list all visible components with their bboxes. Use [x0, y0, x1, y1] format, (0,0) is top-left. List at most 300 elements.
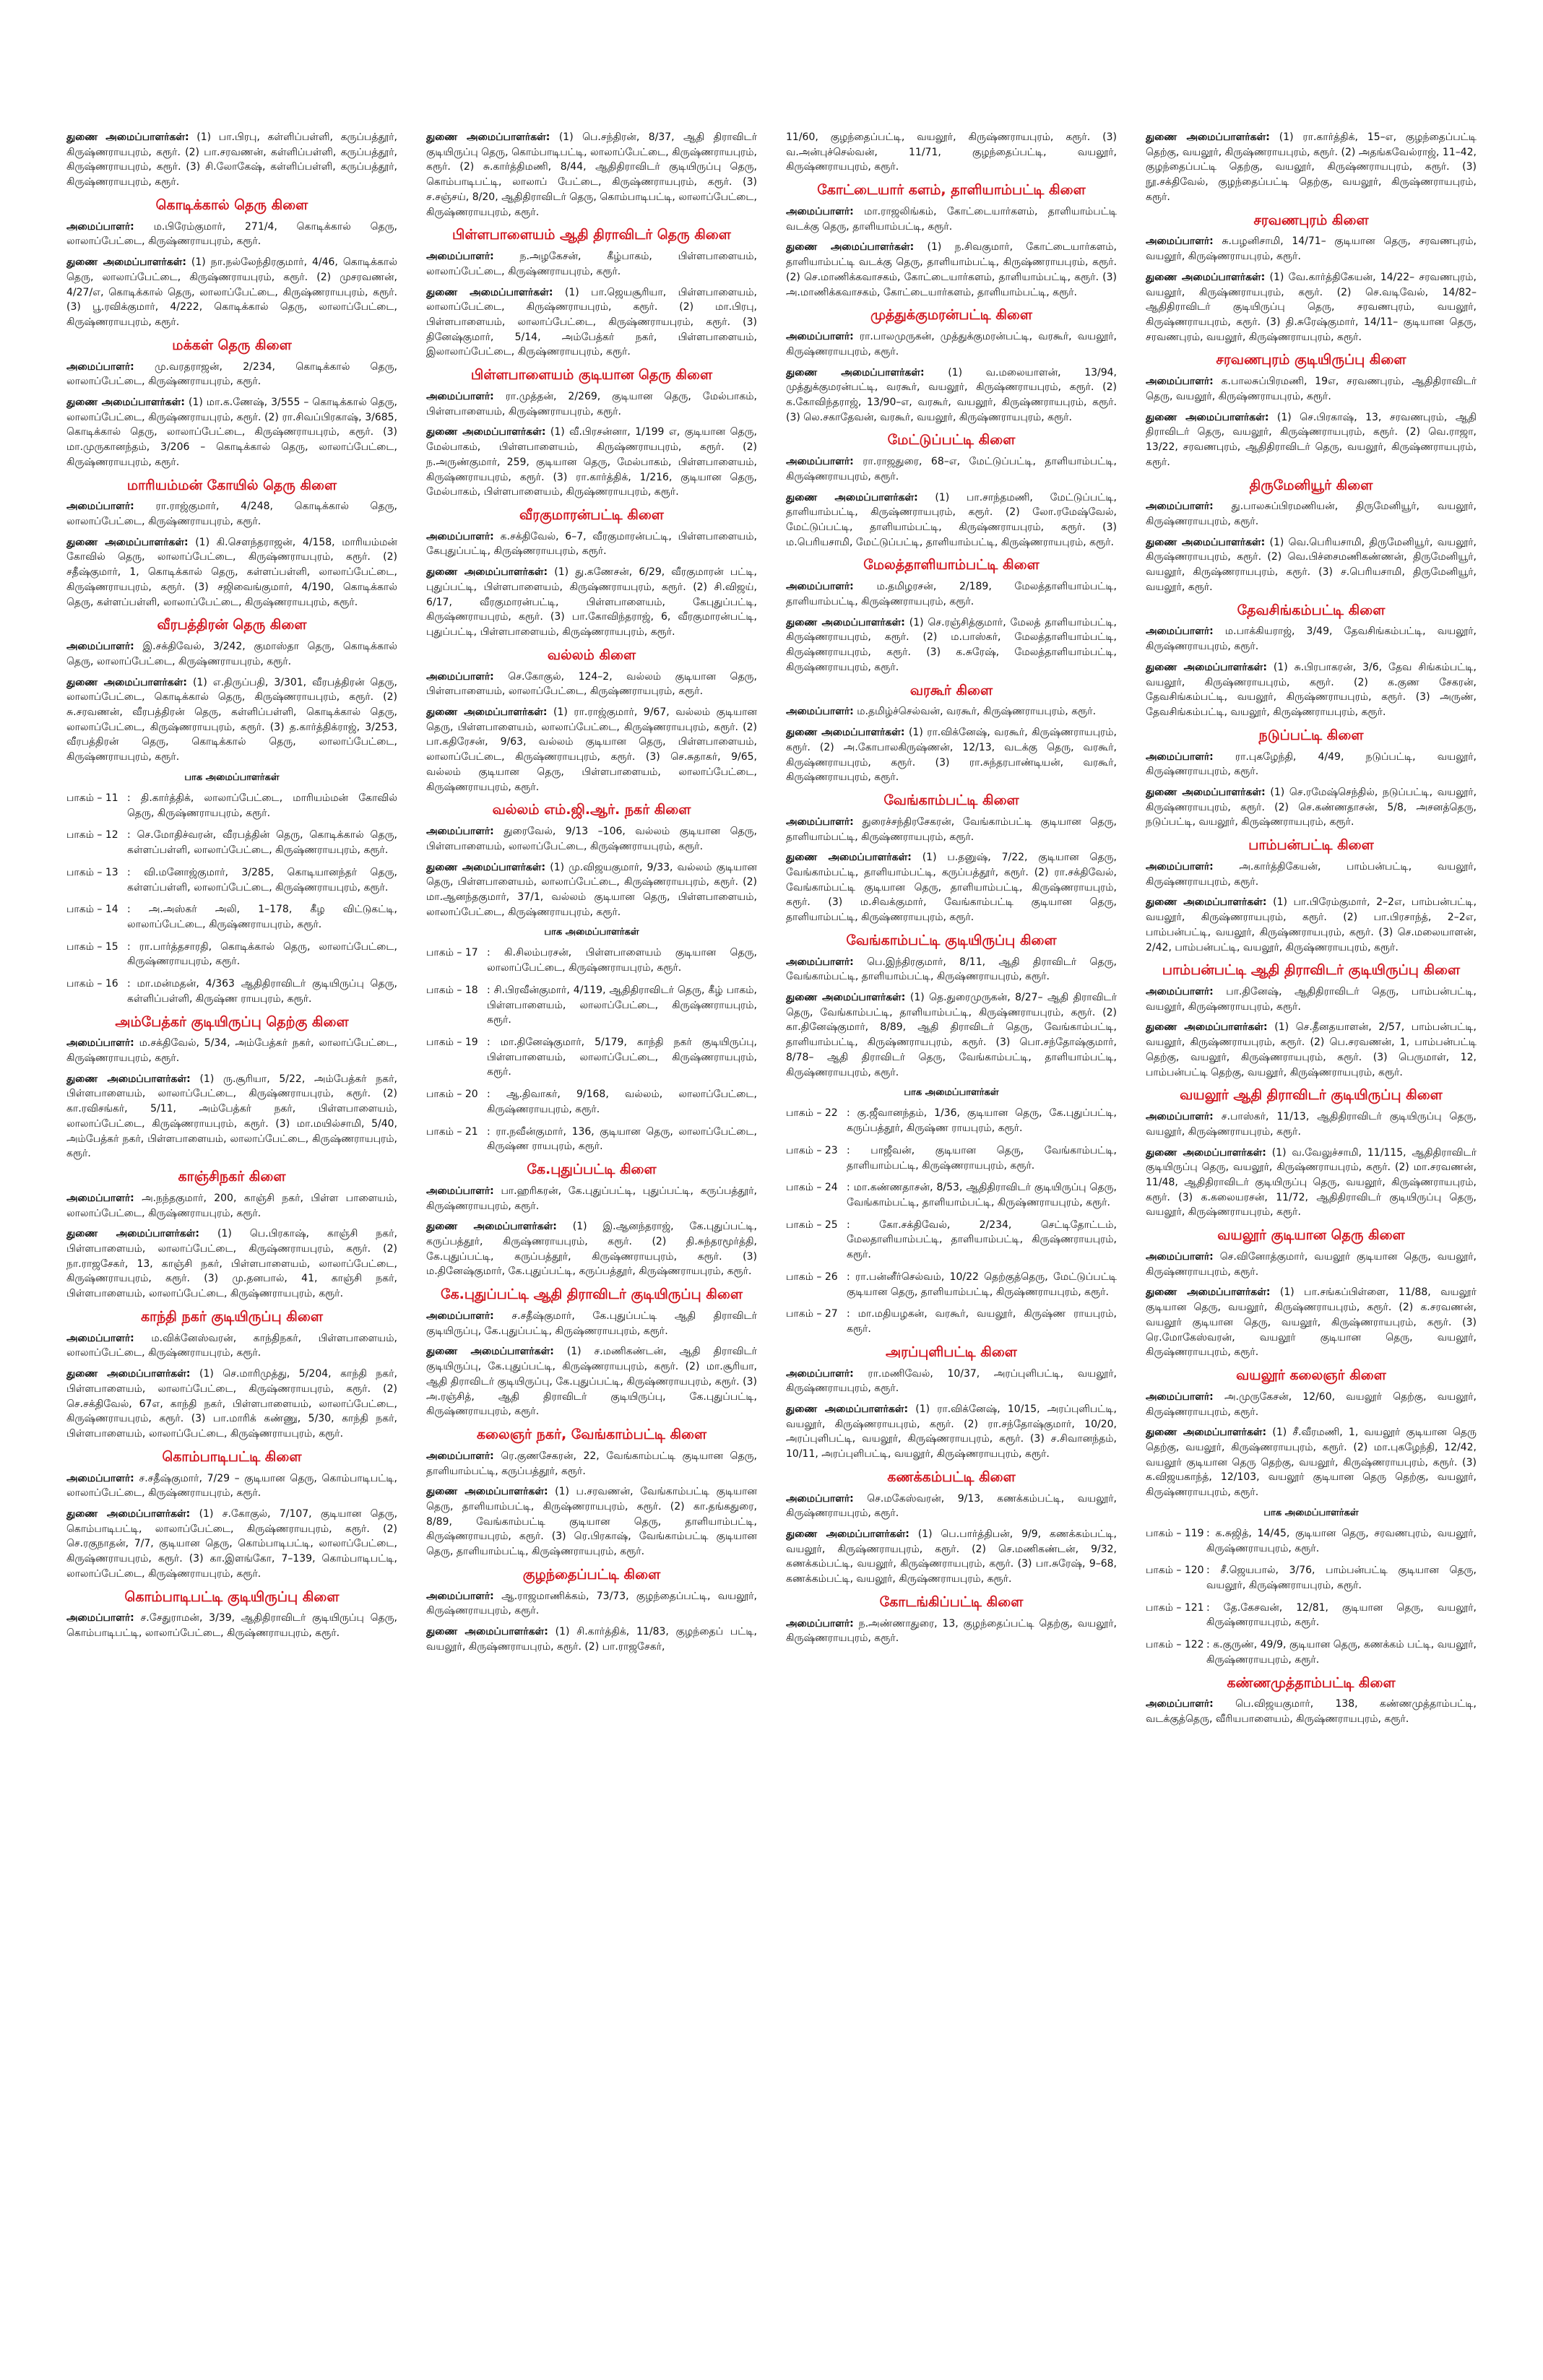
role-label: அமைப்பாளர்:	[786, 815, 854, 828]
member-details: ச.சதீஷ்குமார், 7/29 – குடியான தெரு, கொம்பாடிபட்டி, லாலாப்பேட்டை, கிருஷ்ணராயபுரம், கரூர்.	[66, 1472, 397, 1500]
member-entry	[66, 1367, 397, 1442]
member-entry	[426, 565, 757, 640]
member-entry	[66, 535, 397, 610]
member-entry	[66, 395, 397, 470]
branch-section	[786, 683, 1117, 785]
role-label: துணை அமைப்பாளர்கள்:	[426, 1346, 554, 1358]
branch-title: வேங்காம்பட்டி கிளை	[883, 792, 1019, 808]
member-details: செ.மகேஸ்வரன், 9/13, கணக்கம்பட்டி, வயலூர், கிருஷ்ணராயபுரம், கரூர்.	[786, 1492, 1117, 1520]
member-details: ம.விக்னேஸ்வரன், காந்திநகர், பிள்ளபாளையம், லாலாப்பேட்டை, கிருஷ்ணராயபுரம், கரூர்.	[66, 1332, 397, 1359]
paga-row	[786, 1143, 1117, 1173]
paga-details: : வி.மனோஜ்குமார், 3/285, கொடியானந்தர் தெரு, கள்ளப்பள்ளி, லாலாப்பேட்டை, கிருஷ்ணராயபுரம், கரூர்.	[127, 866, 397, 893]
member-details: (1) செ.மாரிமுத்து, 5/204, காந்தி நகர், பிள்ளபாளையம், லாலாப்பேட்டை, கிருஷ்ணராயபுரம், கரூர். (2) செ.சக்திவேல், 67எ, காந்தி நகர், பிள்ளபாளையம், லாலாப்பேட்டை, கிருஷ்ணராயபுரம், கரூர். (3) பா.மாரிக் கண்ணு, 5/30, காந்தி நகர், பிள்ளபாளையம், லாலாப்பேட்டை, கிருஷ்ணராயபுரம், கரூர்.	[66, 1368, 397, 1440]
member-entry	[66, 360, 397, 389]
paga-details: : சி.பிரவீன்குமார், 4/119, ஆதிதிராவிடர் தெரு, கீழ் பாகம், பிள்ளபாளையம், லாலாப்பேட்டை, கிருஷ்ணராயபுரம், கரூர்.	[487, 984, 757, 1026]
paga-row	[1146, 1563, 1477, 1593]
member-details: துரைச்சந்திரசேகரன், வேங்காம்பட்டி குடியான தெரு, தாளியாம்பட்டி, கிருஷ்ணராயபுரம், கரூர்.	[786, 815, 1117, 843]
branch-title: வல்லம் கிளை	[547, 646, 636, 663]
member-entry	[786, 990, 1117, 1080]
paga-row	[786, 1270, 1117, 1299]
member-entry	[1146, 1390, 1477, 1419]
role-label: துணை அமைப்பாளர்கள்:	[786, 992, 906, 1004]
member-entry	[786, 850, 1117, 925]
newspaper-page	[66, 130, 1477, 2369]
member-details: ந.அழகேசன், கீழ்பாகம், பிள்ளபாளையம், லாலாப்பேட்டை, கிருஷ்ணராயபுரம், கரூர்.	[426, 251, 757, 277]
branch-title: கே.புதுப்பட்டி ஆதி திராவிடர் குடியிருப்பு கிளை	[441, 1286, 743, 1303]
member-entry	[426, 824, 757, 854]
role-label: அமைப்பாளர்:	[786, 956, 854, 968]
role-label: அமைப்பாளர்:	[426, 1450, 494, 1462]
role-label: அமைப்பாளர்:	[786, 1367, 854, 1380]
member-details: ரெ.குணசேகரன், 22, வேங்காம்பட்டி குடியான தெரு, தாளியாம்பட்டி, கருப்பத்தூர், கரூர்.	[426, 1450, 757, 1477]
paga-details: : அ.அஸ்கர் அலி, 1–178, கீழ விட்டுகட்டி, லாலாப்பேட்டை, கிருஷ்ணராயபுரம், கரூர்.	[127, 904, 397, 930]
role-label: துணை அமைப்பாளர்கள்:	[426, 706, 548, 719]
member-details: ஆ.ராஜமாணிக்கம், 73/73, குழந்தைப்பட்டி, வயலூர், கிருஷ்ணராயபுரம், கரூர்.	[426, 1590, 757, 1617]
member-entry	[426, 1589, 757, 1619]
member-entry	[66, 130, 397, 190]
branch-title: காஞ்சிநகர் கிளை	[178, 1169, 286, 1185]
member-details: க.பாலசுப்பிரமணி, 19எ, சரவணபுரம், ஆதிதிராவிடர் தெரு, வயலூர், கிருஷ்ணராயபுரம், கரூர்.	[1146, 376, 1477, 402]
paga-row	[426, 1035, 757, 1080]
member-details: ம.சக்திவேல், 5/34, அம்பேத்கர் நகர், லாலாப்பேட்டை, கிருஷ்ணராயபுரம், கரூர்.	[66, 1037, 397, 1065]
paga-heading: பாக அமைப்பாளர்கள்	[544, 927, 639, 938]
member-details: ம.தமிழரசன், 2/189, மேலத்தாளியாம்பட்டி, தாளியாம்பட்டி, கிருஷ்ணராயபுரம், கரூர்.	[786, 581, 1117, 607]
paga-details: : கி.சிலம்பரசன், பிள்ளபாளையம் குடியான தெரு, லாலாப்பேட்டை, கிருஷ்ணராயபுரம், கரூர்.	[487, 947, 757, 974]
member-entry	[426, 425, 757, 500]
role-label: துணை அமைப்பாளர்கள்:	[426, 286, 553, 298]
member-details: (1) செ.ரமேஷ்செந்தில், நடுப்பட்டி, வயலூர், கிருஷ்ணராயபுரம், கரூர். (2) செ.கண்ணதாசன், 5/8, அசனத்தெரு, நடுப்பட்டி, வயலூர், கிருஷ்ணராயபுரம், கரூர்.	[1146, 786, 1477, 828]
member-details: (1) து.கணேசன், 6/29, வீரகுமாரன் பட்டி, புதுப்பட்டி, பிள்ளபாளையம், கிருஷ்ணராயபுரம், கரூர். (2) சி.விஜய், 6/17, வீரகுமாரன்பட்டி, பிள்ளபாளையம், கேபுதுப்பட்டி, கிருஷ்ணராயபுரம், கரூர். (3) பா.கோவிந்தராஜ், 6, வீரகுமாரன்பட்டி, புதுப்பட்டி, பிள்ளபாளையம், கிருஷ்ணராயபுரம், கரூர்.	[426, 566, 757, 639]
member-entry	[426, 705, 757, 795]
paga-number: பாகம் – 25	[786, 1219, 838, 1231]
paga-row	[66, 791, 397, 821]
paga-details: : ரா.நவீன்குமார், 136, குடியான தெரு, லாலாப்பேட்டை, கிருஷ்ண ராயபுரம், கரூர்.	[487, 1125, 757, 1153]
branch-section	[66, 1309, 397, 1442]
paga-details: : க.சுஜித், 14/45, குடியான தெரு, சரவணபுரம், வயலூர், கிருஷ்ணராயபுரம், கரூர்.	[1206, 1527, 1477, 1554]
role-label: துணை அமைப்பாளர்கள்:	[66, 256, 186, 269]
role-label: துணை அமைப்பாளர்கள்:	[66, 396, 185, 408]
member-entry	[786, 1492, 1117, 1521]
member-entry	[66, 639, 397, 669]
role-label: துணை அமைப்பாளர்கள்:	[66, 536, 189, 548]
role-label: அமைப்பாளர்:	[426, 251, 494, 263]
role-label: அமைப்பாளர்:	[1146, 626, 1214, 638]
role-label: துணை அமைப்பாளர்கள்:	[426, 426, 546, 438]
member-details: (1) செ.தீனதயாளன், 2/57, பாம்பன்பட்டி, வயலூர், கிருஷ்ணராயபுரம், கரூர். (2) பெ.சரவணன், 1, பாம்பன்பட்டி தெற்கு, வயலூர், கிருஷ்ணராயபுரம், கரூர். (3) பெருமாள், 12, பாம்பன்பட்டி தெற்கு, வயலூர், கிருஷ்ணராயபுரம், கரூர்.	[1146, 1021, 1477, 1078]
branch-section	[1146, 727, 1477, 830]
member-details: ந.அண்ணாதுரை, 13, குழந்தைப்பட்டி தெற்கு, வயலூர், கிருஷ்ணராயபுரம், கரூர்.	[786, 1617, 1117, 1645]
branch-section	[1146, 130, 1477, 205]
member-details: (1) ரா.ராஜ்குமார், 9/67, வல்லம் குடியான தெரு, பிள்ளபாளையம், லாலாப்பேட்டை, கிருஷ்ணராயபுரம், கரூர். (2) பா.கதிரேசன், 9/63, வல்லம் குடியான தெரு, பிள்ளபாளையம், லாலாப்பேட்டை, கிருஷ்ணராயபுரம், கரூர். (3) செ.சுதாகர், 9/65, வல்லம் குடியான தெரு, பிள்ளபாளையம், லாலாப்பேட்டை, கிருஷ்ணராயபுரம், கரூர்.	[426, 706, 757, 793]
paga-row	[66, 828, 397, 857]
member-entry	[786, 490, 1117, 550]
role-label: அமைப்பாளர்:	[786, 205, 854, 217]
member-details: (1) ரா.விக்னேஷ், வரகூர், கிருஷ்ணராயபுரம், கரூர். (2) அ.கோபாலகிருஷ்ணன், 12/13, வடக்கு தெரு, வரகூர், கிருஷ்ணராயபுரம், கரூர். (3) ரா.சுந்தரபாண்டியன், வரகூர், கிருஷ்ணராயபுரம், கரூர்.	[786, 727, 1117, 784]
member-details: (1) செ.ரஞ்சித்குமார், மேலத் தாளியாம்பட்டி, கிருஷ்ணராயபுரம், கரூர். (2) ம.பாஸ்கர், மேலத்தாளியாம்பட்டி, கிருஷ்ணராயபுரம், கரூர். (3) க.சுரேஷ், மேலத்தாளியாம்பட்டி, கிருஷ்ணராயபுரம், கரூர்.	[786, 616, 1117, 673]
member-details: ரா.ராஜதுரை, 68–எ, மேட்டுப்பட்டி, தாளியாம்பட்டி, கிருஷ்ணராயபுரம், கரூர்.	[786, 456, 1117, 483]
member-details: ம.தமிழ்ச்செல்வன், வரகூர், கிருஷ்ணராயபுரம், கரூர்.	[857, 706, 1097, 718]
role-label: அமைப்பாளர்:	[66, 220, 134, 233]
paga-details: : கு.ஜீவானந்தம், 1/36, குடியான தெரு, கே.புதுப்பட்டி, கருப்பத்தூர், கிருஷ்ண ராயபுரம், கரூர்.	[847, 1107, 1117, 1135]
member-entry	[786, 1367, 1117, 1396]
member-entry	[66, 499, 397, 529]
branch-title: சரவணபுரம் குடியிருப்பு கிளை	[1216, 352, 1406, 368]
paga-number: பாகம் – 27	[786, 1308, 838, 1320]
member-details: ச.சதீஷ்குமார், கே.புதுப்பட்டி ஆதி திராவிடர் குடியிருப்பு, கே.புதுப்பட்டி, கிருஷ்ணராயபுரம், கரூர்.	[426, 1310, 757, 1337]
paga-number: பாகம் – 15	[66, 940, 118, 953]
role-label: அமைப்பாளர்:	[66, 1612, 134, 1624]
branch-title: பாம்பன்பட்டி ஆதி திராவிடர் குடியிருப்பு கிளை	[1162, 962, 1461, 979]
member-details: ரா.ராஜ்குமார், 4/248, கொடிக்கால் தெரு, லாலாப்பேட்டை, கிருஷ்ணராயபுரம், கரூர்.	[66, 501, 397, 528]
branch-title: பாம்பன்பட்டி கிளை	[1248, 837, 1374, 854]
paga-heading: பாக அமைப்பாளர்கள்	[184, 771, 280, 783]
member-details: (1) வே.கார்த்திகேயன், 14/22– சரவணபுரம், வயலூர், கிருஷ்ணராயபுரம், கரூர். (2) செ.வடிவேல், 14/82– ஆதிதிராவிடர் குடியிருப்பு தெரு, சரவணபுரம், வயலூர், கிருஷ்ணராயபுரம், கரூர். (3) தி.சுரேஷ்குமார், 14/11– குடியான தெரு, சரவணபுரம், வயலூர், கிருஷ்ணராயபுரம், கரூர்.	[1146, 271, 1477, 343]
role-label: துணை அமைப்பாளர்கள்:	[426, 1221, 557, 1233]
branch-section	[786, 1594, 1117, 1646]
member-entry	[786, 615, 1117, 675]
member-entry	[1146, 1250, 1477, 1279]
member-entry	[1146, 410, 1477, 470]
paga-number: பாகம் – 16	[66, 978, 118, 990]
branch-section	[786, 792, 1117, 925]
member-details: து.பாலசுப்பிரமணியன், திருமேனியூர், வயலூர், கிருஷ்ணராயபுரம், கரூர்.	[1146, 501, 1477, 528]
branch-section	[786, 307, 1117, 425]
member-entry	[426, 249, 757, 279]
member-details: மா.ராஜலிங்கம், கோட்டையார்களம், தாளியாம்பட்டி வடக்கு தெரு, தாளியாம்பட்டி, கரூர்.	[786, 205, 1117, 233]
paga-row	[786, 1180, 1117, 1210]
member-entry	[786, 704, 1117, 719]
branch-section	[426, 1161, 757, 1279]
branch-title: கொம்பாடிபட்டி குடியிருப்பு கிளை	[124, 1588, 340, 1605]
role-label: துணை அமைப்பாளர்கள்:	[426, 566, 548, 579]
member-entry	[66, 675, 397, 765]
member-entry	[1146, 499, 1477, 529]
member-details: (1) செ.பிரகாஷ், 13, சரவணபுரம், ஆதி திராவிடர் தெரு, வயலூர், கிருஷ்ணராயபுரம், கரூர். (2) வெ.ராஜா, 13/22, சரவணபுரம், ஆதிதிராவிடர் தெரு, வயலூர், கிருஷ்ணராயபுரம், கரூர்.	[1146, 411, 1477, 468]
member-entry	[786, 365, 1117, 425]
member-entry	[426, 1309, 757, 1338]
branch-section	[426, 1567, 757, 1655]
member-entry	[1146, 1020, 1477, 1080]
member-entry	[426, 130, 757, 220]
role-label: துணை அமைப்பாளர்கள்:	[426, 131, 550, 143]
member-entry	[1146, 1109, 1477, 1139]
role-label: துணை அமைப்பாளர்கள்:	[426, 1486, 548, 1498]
member-entry	[786, 955, 1117, 985]
paga-number: பாகம் – 18	[426, 984, 478, 996]
member-details: (1) கி.சௌந்தராஜன், 4/158, மாரியம்மன் கோவில் தெரு, லாலாப்பேட்டை, கிருஷ்ணராயபுரம், கரூர். (2) சதீஷ்குமார், 1, கொடிக்கால் தெரு, கள்ளப்பள்ளி, லாலாப்பேட்டை, கிருஷ்ணராயபுரம், கரூர். (3) சஜிவைங்குமார், 4/190, கொடிக்கால் தெரு, கள்ளப்பள்ளி, லாலாப்பேட்டை, கிருஷ்ணராயபுரம், கரூர்.	[66, 536, 397, 608]
member-entry	[66, 1036, 397, 1065]
paga-details: : சீ.ஜெயபால், 3/76, பாம்பன்பட்டி குடியான தெரு, வயலூர், கிருஷ்ணராயபுரம், கரூர்.	[1206, 1565, 1477, 1591]
paga-row	[426, 1087, 757, 1117]
member-entry	[1146, 1425, 1477, 1500]
role-label: அமைப்பாளர்:	[66, 1192, 134, 1204]
member-entry	[1146, 785, 1477, 830]
role-label: அமைப்பாளர்:	[1146, 376, 1214, 388]
paga-number: பாகம் – 121	[1146, 1601, 1204, 1614]
branch-section	[1146, 837, 1477, 955]
member-entry	[786, 204, 1117, 234]
member-details: அ.முருகேசன், 12/60, வயலூர் தெற்கு, வயலூர், கிருஷ்ணராயபுரம், கரூர்.	[1146, 1390, 1477, 1418]
branch-title: குழந்தைப்பட்டி கிளை	[522, 1566, 661, 1583]
paga-row	[66, 902, 397, 932]
branch-section	[1146, 212, 1477, 345]
member-details: (1) ப.சரவணன், வேங்காம்பட்டி குடியான தெரு, தாளியாம்பட்டி, கிருஷ்ணராயபுரம், கரூர். (2) கா.தங்கதுரை, 8/89, வேங்காம்பட்டி குடியான தெரு, தாளியாம்பட்டி, கிருஷ்ணராயபுரம், கரூர். (3) ரெ.பிரகாஷ், வேங்காம்பட்டி குடியான தெரு, தாளியாம்பட்டி, கிருஷ்ணராயபுரம், கரூர்.	[426, 1486, 757, 1558]
role-label: அமைப்பாளர்:	[1146, 1250, 1214, 1263]
branch-section	[786, 1344, 1117, 1462]
role-label: அமைப்பாளர்:	[66, 641, 134, 653]
role-label: அமைப்பாளர்:	[66, 501, 134, 513]
branch-section	[426, 802, 757, 919]
role-label: துணை அமைப்பாளர்கள்:	[66, 1228, 199, 1240]
role-label: துணை அமைப்பாளர்கள்:	[66, 1368, 191, 1380]
paga-number: பாகம் – 120	[1146, 1565, 1204, 1577]
paga-number: பாகம் – 17	[426, 947, 478, 959]
paga-details: : செ.மோதிச்வரன், வீரபத்தின் தெரு, கொடிக்கால் தெரு, கள்ளப்பள்ளி, லாலாப்பேட்டை, கிருஷ்ணராயபுரம், கரூர்.	[127, 829, 397, 857]
branch-section	[426, 130, 757, 220]
member-details: (1) மு.விஜயகுமார், 9/33, வல்லம் குடியான தெரு, பிள்ளபாளையம், லாலாப்பேட்டை, கிருஷ்ணராயபுரம், கரூர். (2) மா.ஆனந்தகுமார், 37/1, வல்லம் குடியான தெரு, பிள்ளபாளையம், லாலாப்பேட்டை, கிருஷ்ணராயபுரம், கரூர்.	[426, 861, 757, 918]
branch-title: அம்பேத்கர் குடியிருப்பு தெற்கு கிளை	[115, 1013, 349, 1030]
role-label: துணை அமைப்பாளர்கள்:	[786, 366, 925, 378]
paga-heading: பாக அமைப்பாளர்கள்	[904, 1087, 999, 1099]
branch-title: பிள்ளபாளையம் குடியான தெரு கிளை	[470, 367, 713, 384]
branch-section	[786, 932, 1117, 1081]
member-details: செ.கோகுல், 124–2, வல்லம் குடியான தெரு, பிள்ளபாளையம், லாலாப்பேட்டை, கிருஷ்ணராயபுரம், கரூர்.	[426, 670, 757, 698]
role-label: அமைப்பாளர்:	[426, 1185, 494, 1197]
branch-title: பிள்ளபாளையம் ஆதி திராவிடர் தெரு கிளை	[452, 227, 731, 243]
member-entry	[426, 1484, 757, 1559]
role-label: துணை அமைப்பாளர்கள்:	[786, 852, 912, 864]
member-details: பெ.விஜயகுமார், 138, கண்ணமுத்தாம்பட்டி, வடக்குத்தெரு, வீரியபாளையம், கிருஷ்ணராயபுரம், கரூர்.	[1146, 1698, 1477, 1726]
branch-section	[786, 432, 1117, 550]
member-entry	[1146, 895, 1477, 955]
member-details: ரா.மணிவேல், 10/37, அரப்புளிபட்டி, வயலூர், கிருஷ்ணராயபுரம், கரூர்.	[786, 1367, 1117, 1395]
role-label: அமைப்பாளர்:	[1146, 501, 1214, 513]
role-label: துணை அமைப்பாளர்கள்:	[786, 727, 905, 739]
paga-details: : பாஜீவன், குடியான தெரு, வேங்காம்பட்டி, தாளியாம்பட்டி, கிருஷ்ணராயபுரம், கரூர்.	[847, 1144, 1117, 1172]
member-details: (1) பெ.பார்த்திபன், 9/9, கணக்கம்பட்டி, வயலூர், கிருஷ்ணராயபுரம், கரூர். (2) செ.மணிகண்டன், 9/32, கணக்கம்பட்டி, வயலூர், கிருஷ்ணராயபுரம், கரூர். (3) பா.சுரேஷ், 9–68, கணக்கம்பட்டி, வயலூர், கிருஷ்ணராயபுரம், கரூர்.	[786, 1528, 1117, 1585]
member-entry	[426, 1449, 757, 1479]
member-details: (1) ரு.சூரியா, 5/22, அம்பேத்கர் நகர், பிள்ளபாளையம், லாலாப்பேட்டை, கிருஷ்ணராயபுரம், கரூர். (2) கா.ரவிசங்கர், 5/11, அம்பேத்கர் நகர், பிள்ளபாளையம், லாலாப்பேட்டை, கிருஷ்ணராயபுரம், கரூர். (3) மா.மயில்சாமி, 5/40, அம்பேத்கர் நகர், பிள்ளபாளையம், லாலாப்பேட்டை, கிருஷ்ணராயபுரம், கரூர்.	[66, 1073, 397, 1160]
branch-section	[426, 1286, 757, 1419]
paga-row	[66, 977, 397, 1006]
branch-section	[1146, 352, 1477, 469]
member-details: (1) பா.சங்கப்பிள்ளை, 11/88, வயலூர் குடியான தெரு, வயலூர், கிருஷ்ணராயபுரம், கரூர். (2) க.சரவணன், வயலூர் குடியான தெரு, வயலூர், கிருஷ்ணராயபுரம், கரூர். (3) ரெ.மோகேஸ்வரன், வயலூர் குடியான தெரு, வயலூர், கிருஷ்ணராயபுரம், கரூர்.	[1146, 1286, 1477, 1359]
member-entry	[426, 1219, 757, 1279]
member-details: (1) ச.மணிகண்டன், ஆதி திராவிடர் குடியிருப்பு, கே.புதுப்பட்டி, கிருஷ்ணராயபுரம், கரூர். (2) மா.சூரியா, ஆதி திராவிடர் குடியிருப்பு, கே.புதுப்பட்டி, கிருஷ்ணராயபுரம், கரூர். (3) அ.ரஞ்சித், ஆதி திராவிடர் குடியிருப்பு, கே.புதுப்பட்டி, கிருஷ்ணராயபுரம், கரூர்.	[426, 1346, 757, 1418]
branch-title: வயலூர் கலைஞர் கிளை	[1236, 1367, 1386, 1384]
paga-details: : மா.கண்ணதாசன், 8/53, ஆதிதிராவிடர் குடியிருப்பு தெரு, வேங்காம்பட்டி, தாளியாம்பட்டி, கிருஷ்ணராயபுரம், கரூர்.	[847, 1182, 1117, 1208]
member-entry	[426, 1624, 757, 1654]
branch-section	[1146, 1675, 1477, 1727]
member-details: (1) வ.மலையாளன், 13/94, முத்துக்குமரன்பட்டி, வரகூர், வயலூர், கிருஷ்ணராயபுரம், கரூர். (2) க.கோவிந்தராஜ், 13/90–எ, வரகூர், வயலூர், கிருஷ்ணராயபுரம், கரூர். (3) லெ.சகாதேவன், வரகூர், வயலூர், கிருஷ்ணராயபுரம், கரூர்.	[786, 366, 1117, 423]
paga-number: பாகம் – 14	[66, 904, 118, 916]
member-details: (1) இ.ஆனந்தராஜ், கே.புதுப்பட்டி, கருப்பத்தூர், கிருஷ்ணராயபுரம், கரூர். (2) தி.சுந்தரமூர்த்தி, கே.புதுப்பட்டி, கருப்பத்தூர், கிருஷ்ணராயபுரம், கரூர். (3) ம.தினேஷ்குமார், கே.புதுப்பட்டி, கருப்பத்தூர், கிருஷ்ணராயபுரம், கரூர்.	[426, 1221, 757, 1278]
paga-row	[1146, 1637, 1477, 1667]
paga-number: பாகம் – 23	[786, 1144, 838, 1156]
role-label: துணை அமைப்பாளர்கள்:	[786, 1528, 909, 1541]
column-3	[786, 130, 1117, 2369]
role-label: அமைப்பாளர்:	[426, 1590, 494, 1602]
role-label: துணை அமைப்பாளர்கள்:	[1146, 661, 1267, 673]
branch-section	[786, 182, 1117, 300]
paga-number: பாகம் – 21	[426, 1125, 478, 1138]
member-entry	[786, 725, 1117, 785]
paga-details: : மா.மன்மதன், 4/363 ஆதிதிராவிடர் குடியிருப்பு தெரு, கள்ளிப்பள்ளி, கிருஷ்ண ராயபுரம், கரூர்.	[127, 978, 397, 1005]
member-entry	[1146, 660, 1477, 720]
member-details: (1) சு.பிரபாகரன், 3/6, தேவ சிங்கம்பட்டி, வயலூர், கிருஷ்ணராயபுரம், கரூர். (2) க.குண சேகரன், தேவசிங்கம்பட்டி, வயலூர், கிருஷ்ணராயபுரம், கரூர். (3) அருண், தேவசிங்கம்பட்டி, வயலூர், கிருஷ்ணராயபுரம், கரூர்.	[1146, 661, 1477, 719]
member-details: (1) நா.நல்லேந்திரகுமார், 4/46, கொடிக்கால் தெரு, லாலாப்பேட்டை, கிருஷ்ணராயபுரம், கரூர். (2) முசரவணன், 4/27/எ, கொடிக்கால் தெரு, லாலாப்பேட்டை, கிருஷ்ணராயபுரம், கரூர். (3) பூ.ரவிக்குமார், 4/222, கொடிக்கால் தெரு, லாலாப்பேட்டை, கிருஷ்ணராயபுரம், கரூர்.	[66, 256, 397, 328]
member-details: (1) பெ.பிரகாஷ், காஞ்சி நகர், பிள்ளபாளையம், லாலாப்பேட்டை, கிருஷ்ணராயபுரம், கரூர். (2) நா.ராஜசேகர், 13, காஞ்சி நகர், பிள்ளபாளையம், லாலாப்பேட்டை, கிருஷ்ணராயபுரம், கரூர். (3) மு.தனபால், 41, காஞ்சி நகர், பிள்ளபாளையம், லாலாப்பேட்டை, கிருஷ்ணராயபுரம், கரூர்.	[66, 1228, 397, 1300]
member-entry	[1146, 750, 1477, 779]
member-details: ரா.புகழேந்தி, 4/49, நடுப்பட்டி, வயலூர், கிருஷ்ணராயபுரம், கரூர்.	[1146, 750, 1477, 778]
paga-row	[66, 865, 397, 895]
role-label: துணை அமைப்பாளர்கள்:	[1146, 411, 1269, 423]
branch-title: வீரகுமாரன்பட்டி கிளை	[519, 506, 664, 523]
role-label: துணை அமைப்பாளர்கள்:	[426, 861, 546, 873]
role-label: அமைப்பாளர்:	[786, 581, 854, 593]
paga-details: : மா.மதியழகன், வரகூர், வயலூர், கிருஷ்ண ராயபுரம், கரூர்.	[847, 1308, 1117, 1335]
member-details: (1) ரா.கார்த்திக், 15–எ, குழந்தைப்பட்டி தெற்கு, வயலூர், கிருஷ்ணராயபுரம், கரூர். (2) அதங்கவேல்ராஜ், 11–42, குழந்தைப்பட்டி தெற்கு, வயலூர், கிருஷ்ணராயபுரம், கரூர். (3) நூ.சக்திவேல், குழந்தைப்பட்டி தெற்கு, வயலூர், கிருஷ்ணராயபுரம், கரூர்.	[1146, 131, 1477, 203]
member-details: செ.வினோத்குமார், வயலூர் குடியான தெரு, வயலூர், கிருஷ்ணராயபுரம், கரூர்.	[1146, 1250, 1477, 1278]
paga-details: : க.குருண், 49/9, குடியான தெரு, கணக்கம் பட்டி, வயலூர், கிருஷ்ணராயபுரம், கரூர்.	[1206, 1639, 1477, 1666]
member-details: (1) வீ.பிரசன்னா, 1/199 எ, குடியான தெரு, மேல்பாகம், பிள்ளபாளையம், கிருஷ்ணராயபுரம், கரூர். (2) ந.அருண்குமார், 259, குடியான தெரு, மேல்பாகம், பிள்ளபாளையம், கிருஷ்ணராயபுரம், கரூர். (3) ரா.கார்த்திக், 1/216, குடியான தெரு, மேல்பாகம், பிள்ளபாளையம், கிருஷ்ணராயபுரம், கரூர்.	[426, 426, 757, 498]
role-label: துணை அமைப்பாளர்கள்:	[66, 131, 189, 143]
role-label: துணை அமைப்பாளர்கள்:	[786, 616, 905, 628]
member-entry	[426, 389, 757, 419]
member-details: மு.வரதராஜன், 2/234, கொடிக்கால் தெரு, லாலாப்பேட்டை, கிருஷ்ணராயபுரம், கரூர்.	[66, 360, 397, 388]
branch-title: கொடிக்கால் தெரு கிளை	[155, 196, 308, 213]
role-label: அமைப்பாளர்:	[66, 360, 134, 373]
member-details: ம.பிரேம்குமார், 271/4, கொடிக்கால் தெரு, லாலாப்பேட்டை, கிருஷ்ணராயபுரம், கரூர்.	[66, 220, 397, 248]
branch-title: கண்ணமுத்தாம்பட்டி கிளை	[1227, 1674, 1396, 1691]
branch-section	[786, 1469, 1117, 1587]
member-entry	[66, 1471, 397, 1501]
branch-section	[426, 367, 757, 500]
branch-title: கே.புதுப்பட்டி கிளை	[527, 1161, 657, 1178]
member-details: ச.சேதுராமன், 3/39, ஆதிதிராவிடர் குடியிருப்பு தெரு, கொம்பாடிபட்டி, லாலாப்பேட்டை, கிருஷ்ணராயபுரம், கரூர்.	[66, 1612, 397, 1640]
role-label: அமைப்பாளர்:	[426, 390, 494, 402]
role-label: துணை அமைப்பாளர்கள்:	[1146, 1427, 1267, 1439]
member-entry	[426, 670, 757, 699]
member-entry	[66, 255, 397, 330]
member-entry	[426, 529, 757, 559]
role-label: அமைப்பாளர்:	[1146, 750, 1214, 763]
branch-section	[1146, 1087, 1477, 1220]
branch-section	[66, 1449, 397, 1582]
member-entry	[786, 579, 1117, 609]
member-entry	[1146, 1285, 1477, 1360]
member-details: ச.பாஸ்கர், 11/13, ஆதிதிராவிடர் குடியிருப்பு தெரு, வயலூர், கிருஷ்ணராயபுரம், கரூர்.	[1146, 1111, 1477, 1138]
role-label: துணை அமைப்பாளர்கள்:	[66, 676, 187, 688]
branch-title: கோட்டையார் களம், தாளியாம்பட்டி கிளை	[817, 182, 1086, 199]
column-2	[426, 130, 757, 2369]
role-label: அமைப்பாளர்:	[786, 1492, 854, 1505]
branch-section	[66, 337, 397, 470]
paga-row	[426, 983, 757, 1028]
member-entry	[1146, 1146, 1477, 1221]
paga-number: பாகம் – 22	[786, 1107, 838, 1120]
paga-row	[1146, 1601, 1477, 1630]
member-entry	[786, 1527, 1117, 1587]
branch-title: சரவணபுரம் கிளை	[1253, 212, 1369, 228]
member-details: அ.கார்த்திகேயன், பாம்பன்பட்டி, வயலூர், கிருஷ்ணராயபுரம், கரூர்.	[1146, 860, 1477, 888]
role-label: அமைப்பாளர்:	[786, 1617, 854, 1630]
branch-title: கலைஞர் நகர், வேங்காம்பட்டி கிளை	[476, 1427, 707, 1443]
member-entry	[786, 130, 1117, 175]
member-details: (1) பா.பிரேம்குமார், 2–2எ, பாம்பன்பட்டி, வயலூர், கிருஷ்ணராயபுரம், கரூர். (2) பா.பிரசாந்த், 2–2எ, பாம்பன்பட்டி, வயலூர், கிருஷ்ணராயபுரம், கரூர். (3) செ.மலையாளன், 2/42, பாம்பன்பட்டி, வயலூர், கிருஷ்ணராயபுரம், கரூர்.	[1146, 896, 1477, 953]
branch-section	[66, 197, 397, 330]
member-details: (1) ப.தனுஷ், 7/22, குடியான தெரு, வேங்காம்பட்டி, தாளியாம்பட்டி, கருப்பத்தூர், கரூர். (2) ரா.சக்திவேல், வேங்காம்பட்டி குடியான தெரு, தாளியாம்பட்டி, கிருஷ்ணராயபுரம், கரூர். (3) ம.சிவக்குமார், வேங்காம்பட்டி குடியான தெரு, தாளியாம்பட்டி, கிருஷ்ணராயபுரம், கரூர்.	[786, 852, 1117, 924]
paga-row	[426, 1125, 757, 1154]
member-entry	[1146, 624, 1477, 654]
paga-details: : தே.கேசவன், 12/81, குடியான தெரு, வயலூர், கிருஷ்ணராயபுரம், கரூர்.	[1206, 1601, 1477, 1629]
member-details: (1) ச.கோகுல், 7/107, குடியான தெரு, கொம்பாடிபட்டி, லாலாப்பேட்டை, கிருஷ்ணராயபுரம், கரூர். (2) செ.ரகுநாதன், 7/7, குடியான தெரு, கொம்பாடிபட்டி, லாலாப்பேட்டை, கிருஷ்ணராயபுரம், கரூர். (3) கா.இளங்கோ, 7–139, கொம்பாடிபட்டி, லாலாப்பேட்டை, கிருஷ்ணராயபுரம், கரூர்.	[66, 1507, 397, 1580]
member-entry	[1146, 985, 1477, 1014]
role-label: அமைப்பாளர்:	[786, 456, 854, 468]
paga-number: பாகம் – 12	[66, 829, 118, 841]
member-entry	[1146, 234, 1477, 264]
member-entry	[1146, 374, 1477, 404]
branch-title: நடுப்பட்டி கிளை	[1258, 727, 1364, 743]
role-label: அமைப்பாளர்:	[1146, 1390, 1214, 1403]
branch-title: வரகூர் கிளை	[909, 682, 993, 698]
role-label: அமைப்பாளர்:	[426, 1310, 494, 1322]
paga-details: : மா.தினேஷ்குமார், 5/179, காந்தி நகர் குடியிருப்பு, பிள்ளபாளையம், லாலாப்பேட்டை, கிருஷ்ணராயபுரம், கரூர்.	[487, 1037, 757, 1078]
role-label: அமைப்பாளர்:	[1146, 1111, 1214, 1123]
member-entry	[1146, 1697, 1477, 1726]
member-details: ரா.பாலமுருகன், முத்துக்குமரன்பட்டி, வரகூர், வயலூர், கிருஷ்ணராயபுரம், கரூர்.	[786, 331, 1117, 358]
role-label: துணை அமைப்பாளர்கள்:	[1146, 1146, 1266, 1159]
branch-title: காந்தி நகர் குடியிருப்பு கிளை	[141, 1308, 323, 1325]
branch-section	[66, 1589, 397, 1641]
role-label: துணை அமைப்பாளர்கள்:	[1146, 786, 1266, 798]
member-details: இ.சக்திவேல், 3/242, குமாஸ்தா தெரு, கொடிக்கால் தெரு, லாலாப்பேட்டை, கிருஷ்ணராயபுரம், கரூர்.	[66, 641, 397, 667]
paga-number: பாகம் – 13	[66, 866, 118, 878]
member-details: பா.ஹரிகரன், கே.புதுப்பட்டி, புதுப்பட்டி, கருப்பத்தூர், கிருஷ்ணராயபுரம், கரூர்.	[426, 1185, 757, 1212]
branch-section	[786, 557, 1117, 675]
branch-section	[426, 1427, 757, 1559]
member-entry	[1146, 860, 1477, 889]
member-entry	[1146, 535, 1477, 595]
member-details: (1) பெ.சந்திரன், 8/37, ஆதி திராவிடர் குடியிருப்பு தெரு, கொம்பாடிபட்டி, லாலாப்பேட்டை, கிருஷ்ணராயபுரம், கரூர். (2) சு.கார்த்திமணி, 8/44, ஆதிதிராவிடர் குடியிருப்பு தெரு, கொம்பாடிபட்டி, லாலாப் பேட்டை, கிருஷ்ணராயபுரம், கரூர். (3) ச.சஞ்சய், 8/20, ஆதிதிராவிடர் தெரு, கொம்பாடிபட்டி, லாலாப்பேட்டை, கிருஷ்ணராயபுரம், கரூர்.	[426, 131, 757, 218]
member-entry	[426, 860, 757, 920]
member-entry	[1146, 270, 1477, 345]
role-label: துணை அமைப்பாளர்கள்:	[786, 491, 918, 503]
member-entry	[66, 1072, 397, 1161]
paga-row	[786, 1218, 1117, 1263]
member-details: (1) எ.திருப்பதி, 3/301, வீரபத்திரன் தெரு, லாலாப்பேட்டை, கொடிக்கால் தெரு, கிருஷ்ணராயபுரம், கரூர். (2) சு.சரவணன், வீரபத்திரன் தெரு, கள்ளிப்பள்ளி, கொடிக்கால் தெரு, லாலாப்பேட்டை, கிருஷ்ணராயபுரம், கரூர். (3) த.கார்த்திக்ராஜ், 3/253, வீரபத்திரன் தெரு, கொடிக்கால் தெரு, லாலாப்பேட்டை, கிருஷ்ணராயபுரம், கரூர்.	[66, 676, 397, 763]
branch-title: கணக்கம்பட்டி கிளை	[887, 1468, 1016, 1485]
member-entry	[426, 1184, 757, 1213]
paga-row	[66, 940, 397, 969]
paga-row	[426, 945, 757, 975]
role-label: அமைப்பாளர்:	[426, 826, 494, 838]
branch-title: கோடங்கிப்பட்டி கிளை	[879, 1593, 1024, 1610]
member-entry	[426, 1344, 757, 1419]
branch-section	[66, 1169, 397, 1302]
role-label: அமைப்பாளர்:	[426, 530, 494, 542]
branch-section	[1146, 1367, 1477, 1500]
paga-details: : கோ.சக்திவேல், 2/234, செட்டிதோட்டம், மேலதாளியாம்பட்டி, தாளியாம்பட்டி, கிருஷ்ணராயபுரம், கரூர்.	[847, 1219, 1117, 1261]
branch-section	[66, 617, 397, 765]
paga-number: பாகம் – 20	[426, 1089, 478, 1101]
member-details: (1) ரா.விக்னேஷ், 10/15, அரப்புளிபட்டி, வயலூர், கிருஷ்ணராயபுரம், கரூர். (2) ரா.சந்தோஷ்குமார், 10/20, அரப்புளிபட்டி, வயலூர், கிருஷ்ணராயபுரம், கரூர். (3) ச.சிவானந்தம், 10/11, அரப்புளிபட்டி, வயலூர், கிருஷ்ணராயபுரம், கரூர்.	[786, 1403, 1117, 1461]
role-label: துணை அமைப்பாளர்கள்:	[66, 1073, 191, 1085]
column-4	[1146, 130, 1477, 2369]
member-entry	[786, 815, 1117, 844]
role-label: அமைப்பாளர்:	[786, 331, 854, 343]
member-details: (1) பா.பிரபு, கள்ளிப்பள்ளி, கருப்பத்தூர், கிருஷ்ணராயபுரம், கரூர். (2) பா.சரவணன், கள்ளிப்பள்ளி, கருப்பத்தூர், கிருஷ்ணராயபுரம், கரூர். (3) சி.லோகேஷ், கள்ளிப்பள்ளி, கருப்பத்தூர், கிருஷ்ணராயபுரம், கரூர்.	[66, 131, 397, 189]
